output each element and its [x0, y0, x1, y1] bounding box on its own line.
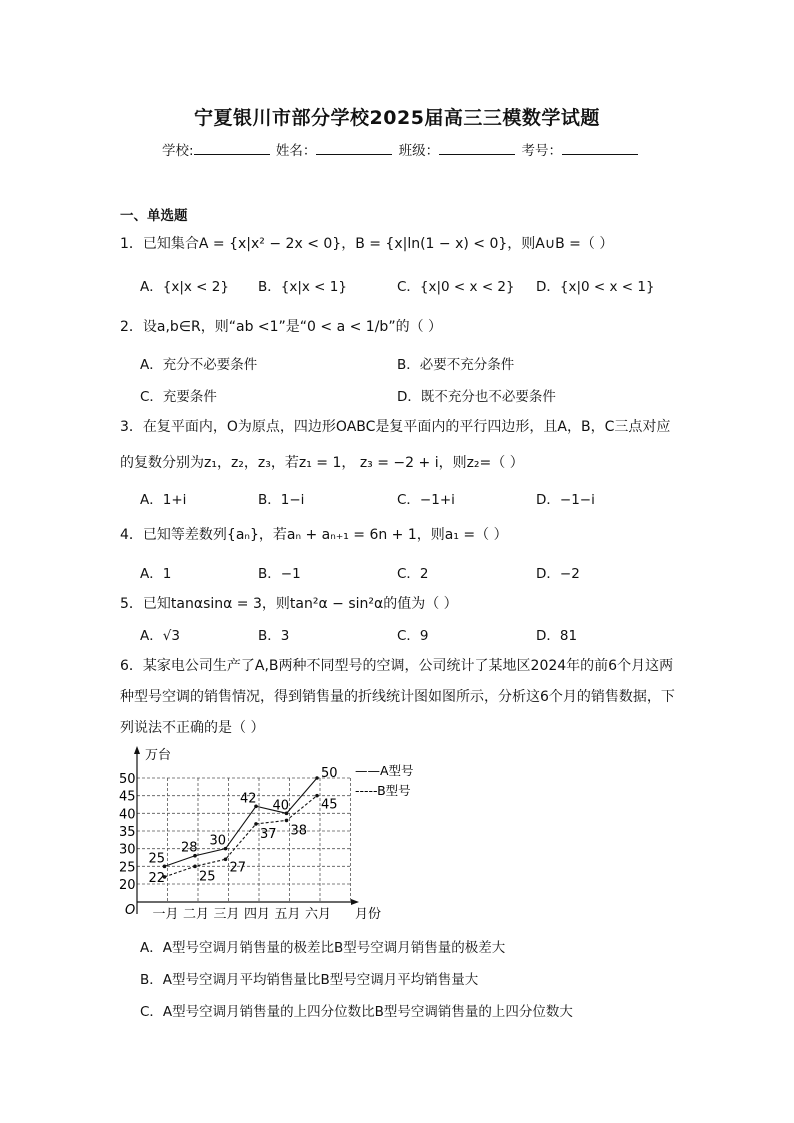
student-info-line	[162, 139, 640, 159]
page-title: 宁夏银川市部分学校2025届高三三模数学试题	[194, 107, 600, 129]
data-point	[315, 776, 319, 780]
question-4-option-d: D．−2	[536, 566, 580, 582]
x-axis-label: 月份	[355, 907, 382, 922]
question-1-option-b: B．{x|x < 1}	[258, 279, 347, 295]
number-blank	[562, 142, 638, 155]
y-axis-arrow-icon	[134, 746, 140, 754]
data-label: 22	[148, 870, 166, 886]
x-tick-labels	[152, 907, 331, 922]
question-2-option-d: D．既不充分也不必要条件	[397, 389, 556, 405]
x-tick-label: 四月	[243, 907, 271, 922]
question-1-option-a: A．{x|x < 2}	[140, 279, 229, 295]
data-label: 25	[148, 851, 166, 867]
y-tick-label: 40	[119, 807, 136, 823]
question-3-option-a: A．1+i	[140, 492, 187, 508]
question-5-option-d: D．81	[536, 628, 578, 644]
data-label: 27	[229, 860, 247, 876]
question-6-stem-line1: 6．某家电公司生产了A,B两种不同型号的空调，公司统计了某地区2024年的前6个月这两	[120, 658, 674, 674]
legend-b: -----B型号	[355, 783, 411, 798]
data-label: 45	[321, 797, 338, 813]
question-4-option-b: B．−1	[258, 566, 301, 582]
question-5-stem: 5．已知tanαsinα = 3，则tan²α − sin²α的值为（ ）	[120, 596, 458, 612]
question-3-stem-line2: 的复数分别为z₁，z₂，z₃，若z₁ = 1， z₃ = −2 + i，则z₂=（ ）	[120, 455, 524, 471]
data-label: 28	[181, 840, 198, 856]
name-label: 姓名：	[275, 143, 317, 159]
x-tick-label: 二月	[182, 907, 210, 922]
y-tick-label: 50	[119, 772, 136, 787]
y-axis-label: 万台	[145, 748, 172, 763]
data-point	[224, 857, 228, 861]
data-label: 38	[290, 823, 308, 839]
data-label: 42	[240, 791, 257, 807]
data-point	[254, 822, 258, 826]
data-point	[193, 865, 197, 869]
y-tick-label: 20	[119, 878, 136, 893]
x-tick-label: 六月	[304, 907, 332, 922]
question-4-option-c: C．2	[397, 566, 429, 582]
y-tick-label: 25	[119, 860, 136, 876]
y-tick-label: 35	[119, 825, 136, 840]
data-label: 40	[272, 798, 290, 814]
question-1-option-d: D．{x|0 < x < 1}	[536, 279, 655, 295]
x-axis-arrow-icon	[351, 899, 359, 905]
school-blank	[194, 142, 270, 155]
question-4-option-a: A．1	[140, 566, 172, 582]
question-1-option-c: C．{x|0 < x < 2}	[397, 279, 515, 295]
question-3-option-b: B．1−i	[258, 492, 305, 508]
number-label: 考号：	[521, 143, 562, 159]
question-2-option-a: A．充分不必要条件	[140, 357, 258, 373]
data-point	[315, 794, 319, 798]
name-blank	[316, 142, 392, 155]
chart-series	[149, 766, 338, 886]
chart-axes	[125, 746, 381, 922]
x-tick-label: 三月	[213, 907, 240, 922]
data-point	[285, 819, 289, 823]
class-blank	[439, 142, 515, 155]
chart-legend	[355, 763, 414, 798]
question-6-option-a: A．A型号空调月销售量的极差比B型号空调月销售量的极差大	[140, 940, 506, 956]
question-5-option-c: C．9	[397, 628, 429, 644]
question-3-stem-line1: 3．在复平面内，O为原点，四边形OABC是复平面内的平行四边形，且A，B，C三点对应	[120, 419, 671, 435]
data-label: 50	[321, 766, 338, 781]
data-label: 37	[260, 826, 277, 842]
y-tick-labels	[119, 772, 136, 893]
y-tick-label: 30	[119, 842, 136, 858]
question-2-option-c: C．充要条件	[140, 389, 217, 405]
question-2-option-b: B．必要不充分条件	[397, 357, 515, 373]
legend-a: ——A型号	[355, 763, 414, 778]
origin-label: O	[125, 903, 136, 918]
section-heading: 一、单选题	[120, 208, 188, 224]
question-5-option-a: A．√3	[140, 628, 180, 644]
data-label: 30	[209, 833, 227, 849]
class-label: 班级：	[398, 143, 440, 159]
school-label: 学校:	[162, 143, 194, 159]
data-label: 25	[199, 869, 216, 885]
x-tick-label: 五月	[274, 907, 301, 922]
question-3-option-c: C．−1+i	[397, 492, 455, 508]
question-1-stem: 1．已知集合A = {x|x² − 2x < 0}，B = {x|ln(1 − x) < 0}，则A∪B =（ ）	[120, 236, 614, 252]
question-6-option-c: C．A型号空调月销售量的上四分位数比B型号空调销售量的上四分位数大	[140, 1004, 573, 1020]
question-6-option-b: B．A型号空调月平均销售量比B型号空调月平均销售量大	[140, 972, 479, 988]
question-4-stem: 4．已知等差数列{aₙ}，若aₙ + aₙ₊₁ = 6n + 1，则a₁ =（ ）	[120, 527, 508, 543]
sales-line-chart	[115, 742, 415, 927]
question-2-stem: 2．设a,b∈R，则“ab <1”是“0 < a < 1/b”的（ ）	[120, 319, 443, 335]
question-6-stem-line3: 列说法不正确的是（ ）	[120, 720, 265, 736]
x-tick-label: 一月	[152, 907, 179, 922]
question-6-stem-line2: 种型号空调的销售情况，得到销售量的折线统计图如图所示，分析这6个月的销售数据，下	[120, 689, 675, 705]
y-tick-label: 45	[119, 789, 136, 805]
question-5-option-b: B．3	[258, 628, 290, 644]
question-3-option-d: D．−1−i	[536, 492, 595, 508]
